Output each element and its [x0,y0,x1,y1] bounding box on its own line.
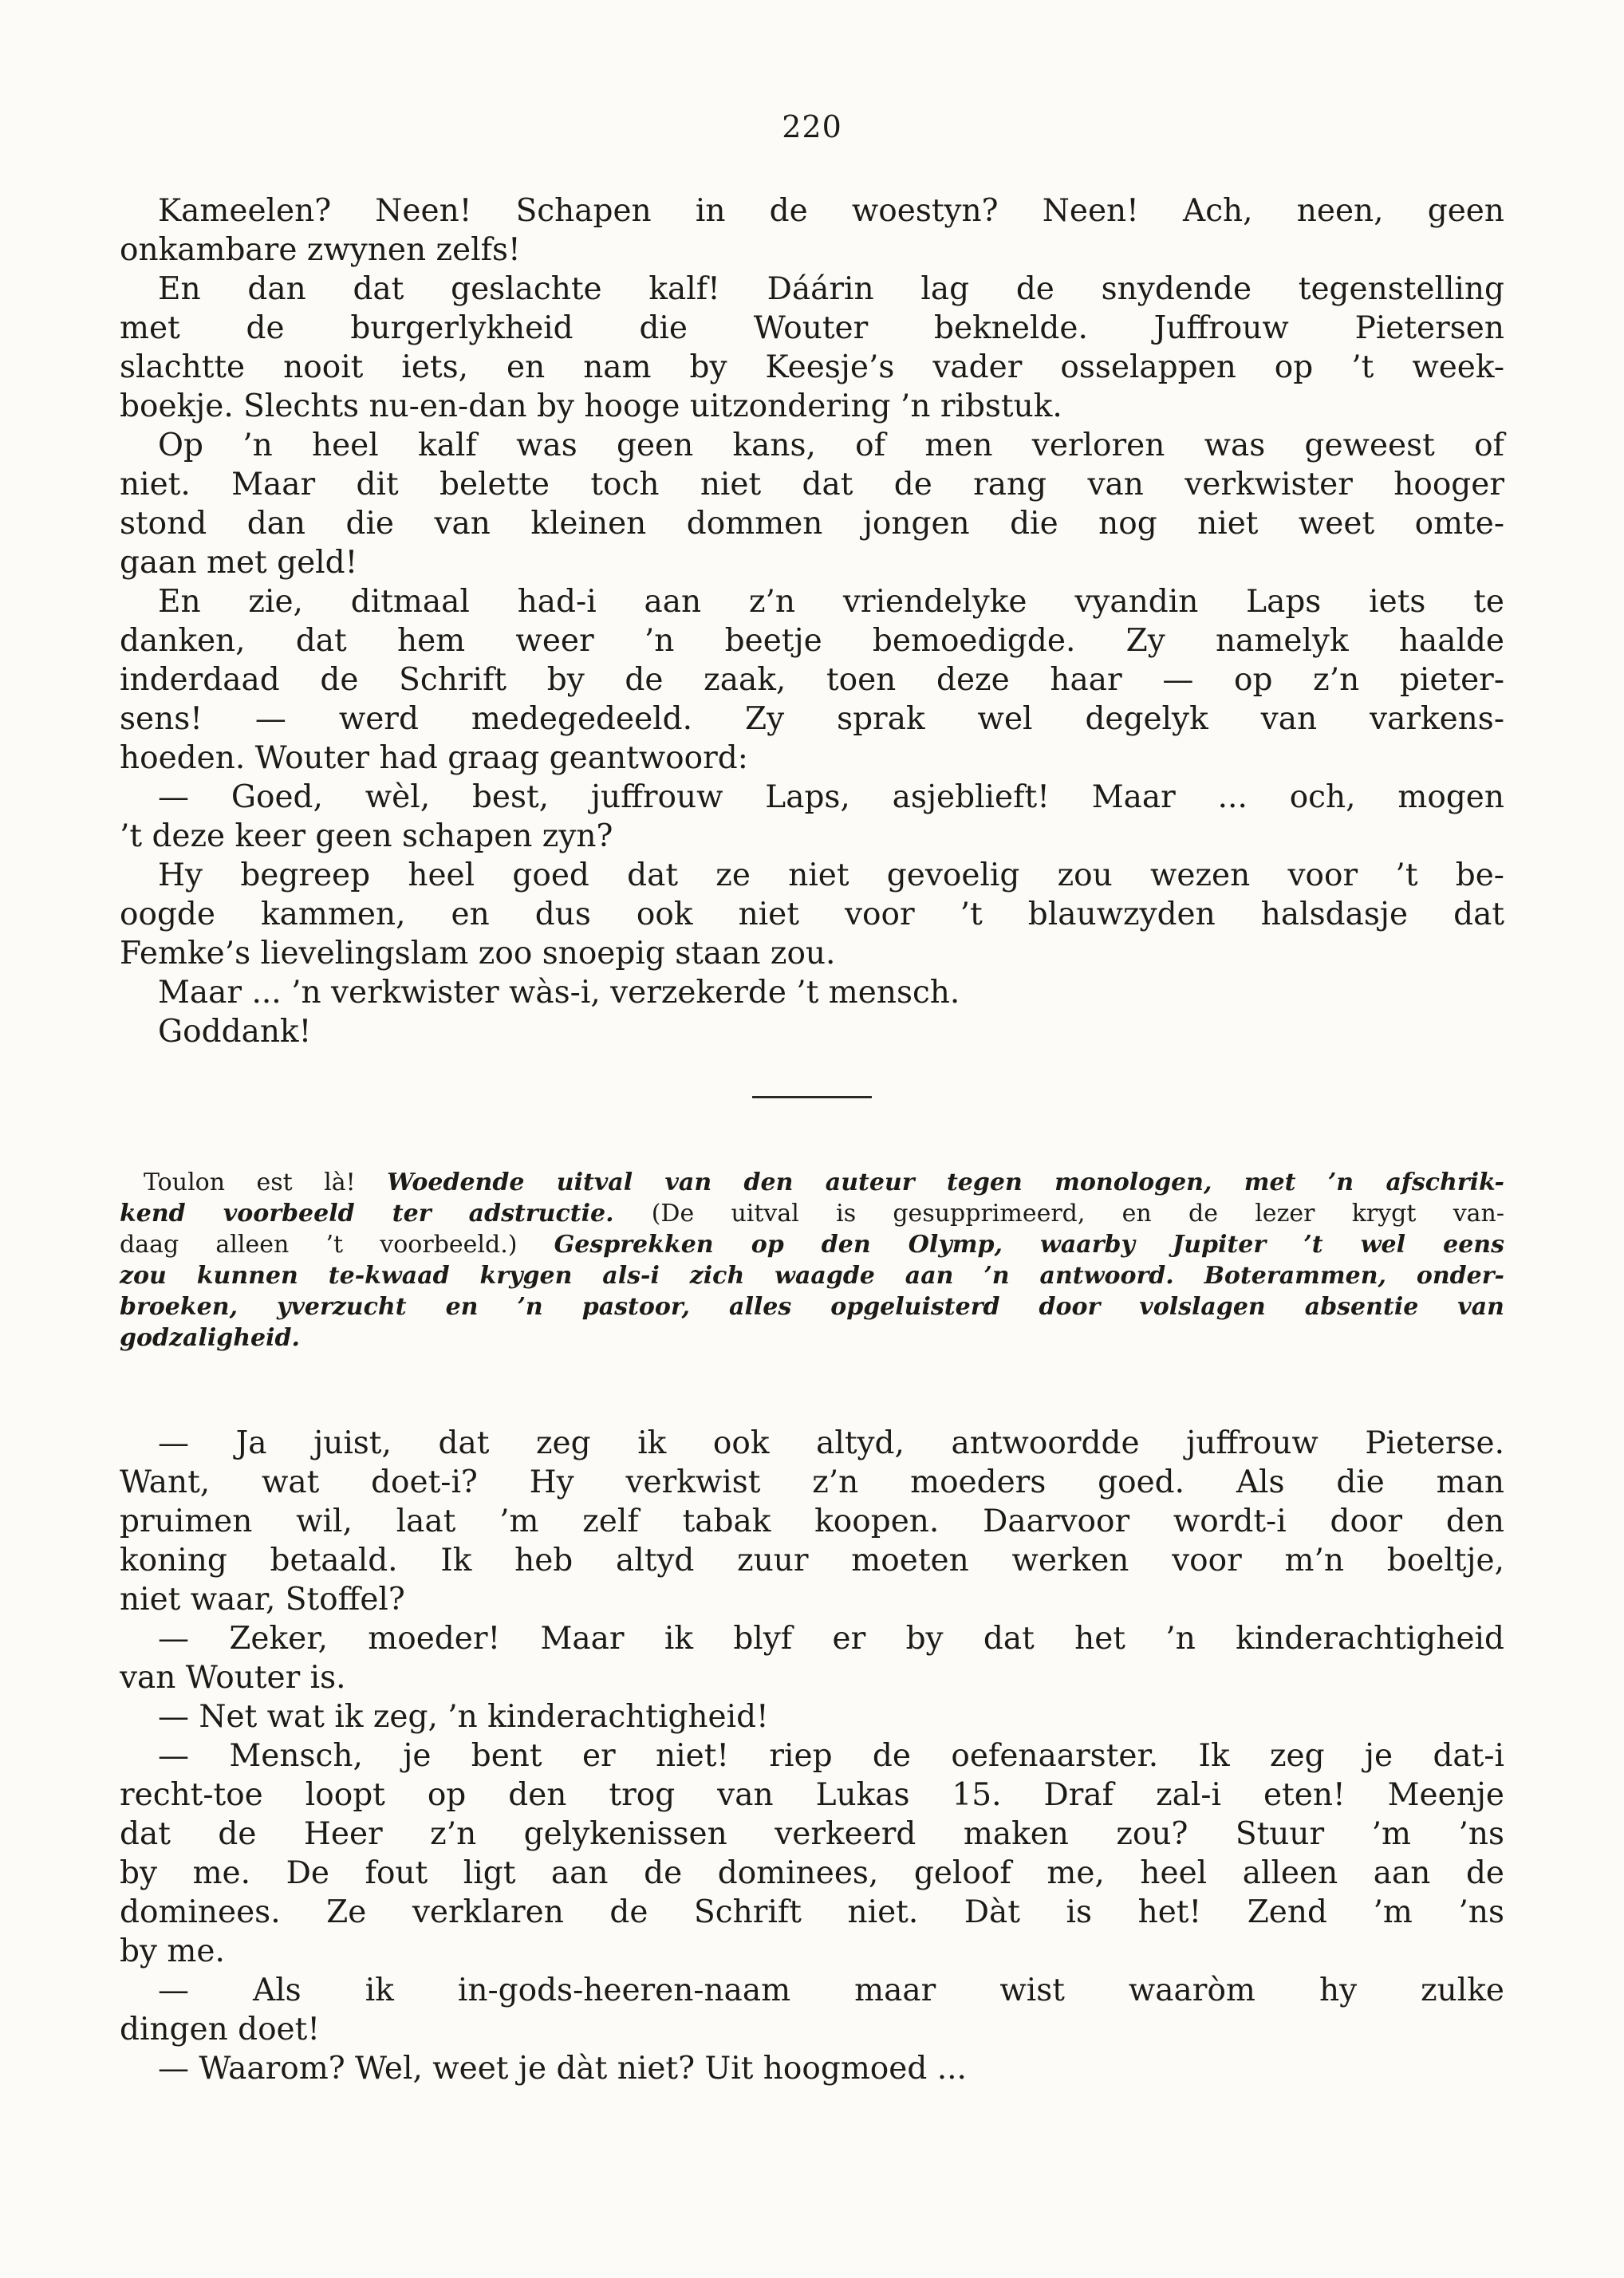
summary-italic-segment: broeken, yverzucht en ’n pastoor, alles opgeluisterd door volslagen absentie van [120,1293,1504,1321]
text-line: pruimen wil, laat ’m zelf tabak koopen. Daarvoor wordt-i door den [120,1504,1504,1539]
paragraph [120,191,1504,270]
text-line [120,1229,1504,1260]
text-line: — Mensch, je bent er niet! riep de oefenaarster. Ik zeg je dat-i [158,1738,1504,1774]
text-line: Kameelen? Neen! Schapen in de woestyn? Neen! Ach, neen, geen [158,193,1504,229]
text-line: dominees. Ze verklaren de Schrift niet. Dàt is het! Zend ’m ’ns [120,1894,1504,1930]
section-divider-rule [752,1096,872,1098]
text-line [120,1167,1504,1198]
text-line: slachtte nooit iets, en nam by Keesje’s vader osselappen op ’t week- [120,349,1504,385]
text-line: inderdaad de Schrift by de zaak, toen deze haar — op z’n pieter- [120,662,1504,698]
text-line: — Goed, wèl, best, juffrouw Laps, asjeblieft! Maar ... och, mogen [158,779,1504,815]
paragraph [120,1424,1504,1619]
paragraph [120,1619,1504,1697]
text-line: Maar ... ’n verkwister wàs-i, verzekerde ’t mensch. [158,975,960,1011]
paragraph [120,270,1504,426]
chapter-summary-block [120,1167,1504,1354]
text-line: by me. De fout ligt aan de dominees, geloof me, heel alleen aan de [120,1855,1504,1891]
text-line: niet. Maar dit belette toch niet dat de rang van verkwister hooger [120,467,1504,503]
paragraph [120,778,1504,856]
text-line [120,1322,1504,1354]
summary-italic-segment: kend voorbeeld ter adstructie. [120,1200,652,1228]
text-line: — Waarom? Wel, weet je dàt niet? Uit hoogmoed ... [158,2051,967,2087]
text-line: hoeden. Wouter had graag geantwoord: [120,740,748,776]
text-line: danken, dat hem weer ’n beetje bemoedigde. Zy namelyk haalde [120,623,1504,659]
summary-roman-segment: (De uitval is gesupprimeerd, en de lezer krygt van- [651,1200,1504,1228]
text-line: niet waar, Stoffel? [120,1582,405,1618]
text-line: Femke’s lievelingslam zoo snoepig staan zou. [120,936,836,972]
text-line [120,1198,1504,1229]
paragraph [120,582,1504,778]
text-line: — Zeker, moeder! Maar ik blyf er by dat het ’n kinderachtigheid [158,1621,1504,1657]
text-line: Goddank! [158,1014,312,1050]
paragraph [120,426,1504,582]
text-line: oogde kammen, en dus ook niet voor ’t blauwzyden halsdasje dat [120,897,1504,932]
text-line: boekje. Slechts nu-en-dan by hooge uitzondering ’n ribstuk. [120,388,1062,424]
main-text-block [120,191,1504,1051]
paragraph [120,973,1504,1012]
text-line: koning betaald. Ik heb altyd zuur moeten werken voor m’n boeltje, [120,1543,1504,1578]
text-line: van Wouter is. [120,1660,346,1696]
text-line: recht-toe loopt op den trog van Lukas 15. Draf zal-i eten! Meenje [120,1777,1504,1813]
summary-italic-segment: Woedende uitval van den auteur tegen monologen, met ’n afschrik- [387,1169,1505,1196]
summary-italic-segment: Gesprekken op den Olymp, waarby Jupiter ’t wel eens [554,1231,1504,1259]
paragraph [120,1012,1504,1051]
summary-roman-segment: daag alleen ’t voorbeeld.) [120,1231,554,1259]
text-line [120,1291,1504,1322]
paragraph [120,2049,1504,2088]
text-line: En dan dat geslachte kalf! Dáárin lag de snydende tegenstelling [158,271,1504,307]
paragraph [120,1736,1504,1971]
text-line: ’t deze keer geen schapen zyn? [120,818,613,854]
text-line: En zie, ditmaal had-i aan z’n vriendelyke vyandin Laps iets te [158,584,1504,620]
text-line: — Als ik in-gods-heeren-naam maar wist waaròm hy zulke [158,1973,1504,2008]
text-line: by me. [120,1933,225,1969]
text-line: Want, wat doet-i? Hy verkwist z’n moeders goed. Als die man [120,1464,1504,1500]
text-line: dat de Heer z’n gelykenissen verkeerd maken zou? Stuur ’m ’ns [120,1816,1504,1852]
text-line: — Net wat ik zeg, ’n kinderachtigheid! [158,1699,769,1735]
paragraph [120,856,1504,973]
summary-italic-segment: zou kunnen te-kwaad krygen als-i zich waagde aan ’n antwoord. Boterammen, onder- [120,1262,1504,1290]
page-number: 220 [782,109,842,144]
text-line: met de burgerlykheid die Wouter beknelde. Juffrouw Pietersen [120,310,1504,346]
text-line: Hy begreep heel goed dat ze niet gevoelig zou wezen voor ’t be- [158,857,1504,893]
summary-roman-segment: Toulon est là! [144,1169,388,1196]
text-line: gaan met geld! [120,545,358,581]
text-line: Op ’n heel kalf was geen kans, of men verloren was geweest of [158,428,1504,463]
text-line: dingen doet! [120,2012,320,2047]
text-line [120,1260,1504,1291]
text-line: stond dan die van kleinen dommen jongen die nog niet weet omte- [120,506,1504,542]
text-line: onkambare zwynen zelfs! [120,232,521,268]
text-line: sens! — werd medegedeeld. Zy sprak wel degelyk van varkens- [120,701,1504,737]
text-line: — Ja juist, dat zeg ik ook altyd, antwoordde juffrouw Pieterse. [158,1425,1504,1461]
paragraph [120,1971,1504,2049]
dialogue-text-block [120,1424,1504,2088]
paragraph [120,1697,1504,1736]
summary-italic-segment: godzaligheid. [120,1324,300,1352]
